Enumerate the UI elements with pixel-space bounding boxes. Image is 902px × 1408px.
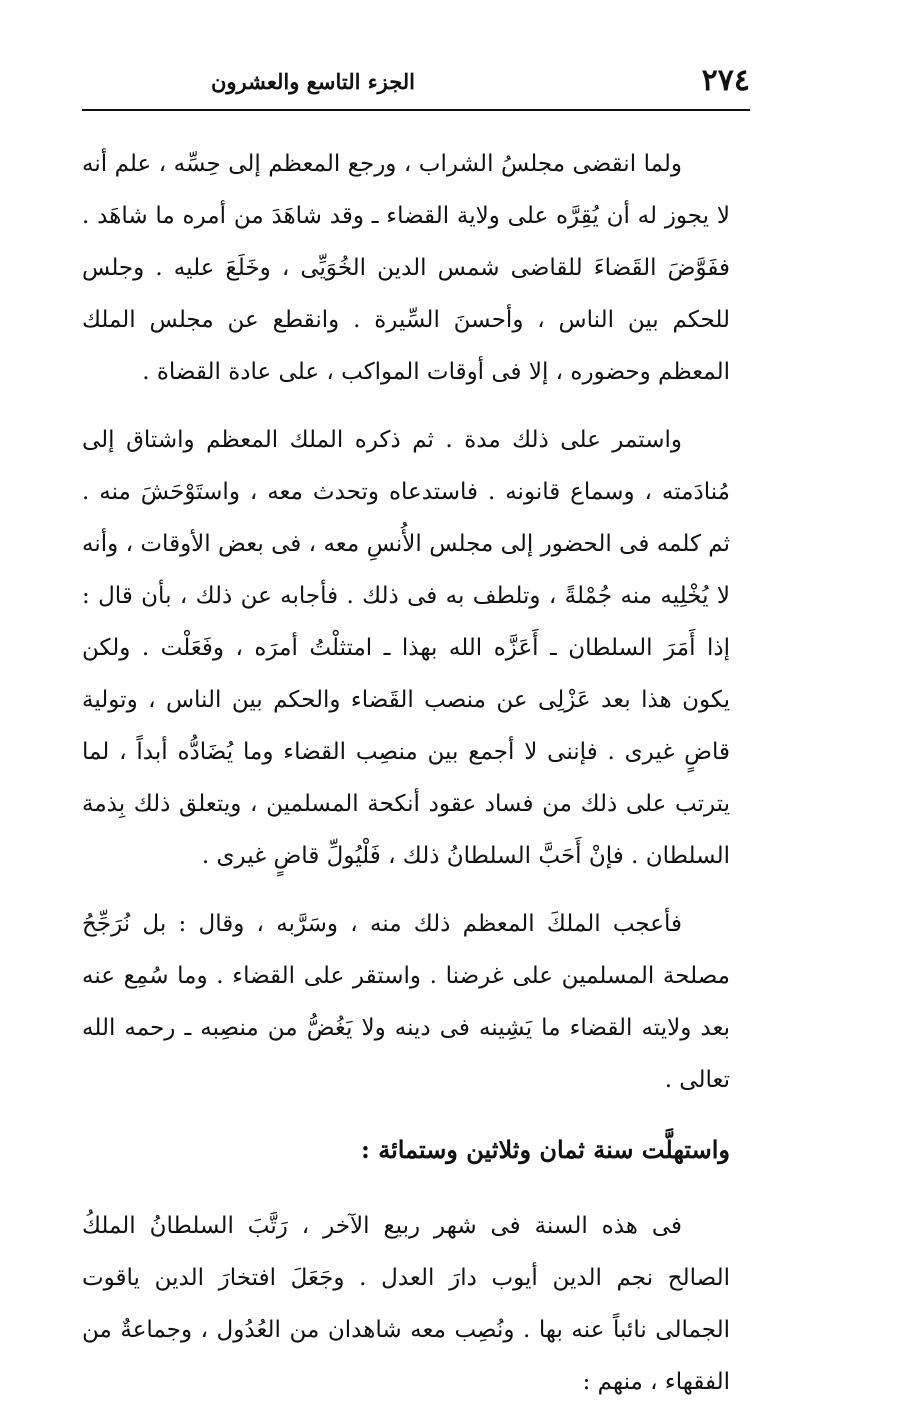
paragraph-1: ولما انقضى مجلسُ الشراب ، ورجع المعظم إلى حِسِّه ، علم أنه لا يجوز له أن يُقِرَّه على ولاية القضاء ـ وقد شاهَدَ من أمره ما شاهَد . ففَوَّضَ القَضاءَ للقاضى شمس الدين الخُوَيِّى ، وخَلَعَ عليه . وجلس للحكم بين الناس ، وأحسنَ السِّيرة . وانقطع عن مجلس الملك المعظم وحضوره ، إلا فى أوقات المواكب ، على عادة القضاة .: [82, 151, 730, 385]
header-divider: [82, 109, 750, 111]
page-header: [82, 58, 750, 108]
running-title: الجزء التاسع والعشرون: [210, 69, 415, 94]
paragraph-4: فى هذه السنة فى شهر ربيع الآخر ، رَتَّبَ السلطانُ الملكُ الصالح نجم الدين أيوب دارَ العدل . وجَعَلَ افتخارَ الدين ياقوت الجمالى نائباً عنه بها . ونُصِب معه شاهدان من العُدُول ، وجماعةٌ من الفقهاء ، منهم :: [82, 1213, 730, 1395]
page-body: [82, 138, 730, 1408]
section-heading: واستهلَّت سنة ثمان وثلاثين وستمائة :: [361, 1135, 730, 1164]
paragraph-3: فأعجب الملكَ المعظم ذلك منه ، وسَرَّبه ، وقال : بل نُرَجِّحُ مصلحة المسلمين على غرضنا . واستقر على القضاء . وما سُمِع عنه بعد ولايته القضاء ما يَشِينه فى دينه ولا يَغُضُّ من منصِبه ـ رحمه الله تعالى .: [82, 911, 730, 1093]
page-number: ٢٧٤: [701, 63, 750, 98]
paragraph-2: واستمر على ذلك مدة . ثم ذكره الملك المعظم واشتاق إلى مُنادَمته ، وسماع قانونه . فاستدعاه وتحدث معه ، واستَوْحَشَ منه . ثم كلمه فى الحضور إلى مجلس الأُنسِ معه ، فى بعض الأوقات ، وأنه لا يُخْلِيه منه جُمْلةً ، وتلطف به فى ذلك . فأجابه عن ذلك ، بأن قال : إذا أَمَرَ السلطان ـ أَعَزَّه الله بهذا ـ امتثلْتُ أمرَه ، وفَعَلْت . ولكن يكون هذا بعد عَزْلِى عن منصب القَضاء والحكم بين الناس ، وتولية قاضٍ غيرى . فإننى لا أجمع بين منصِب القضاء وما يُضَادُّه أبداً ، لما يترتب على ذلك من فساد عقود أنكحة المسلمين ، ويتعلق ذلك بِذمة السلطان . فإنْ أَحَبَّ السلطانُ ذلك ، فَلْيُولِّ قاضٍ غيرى .: [82, 427, 730, 869]
